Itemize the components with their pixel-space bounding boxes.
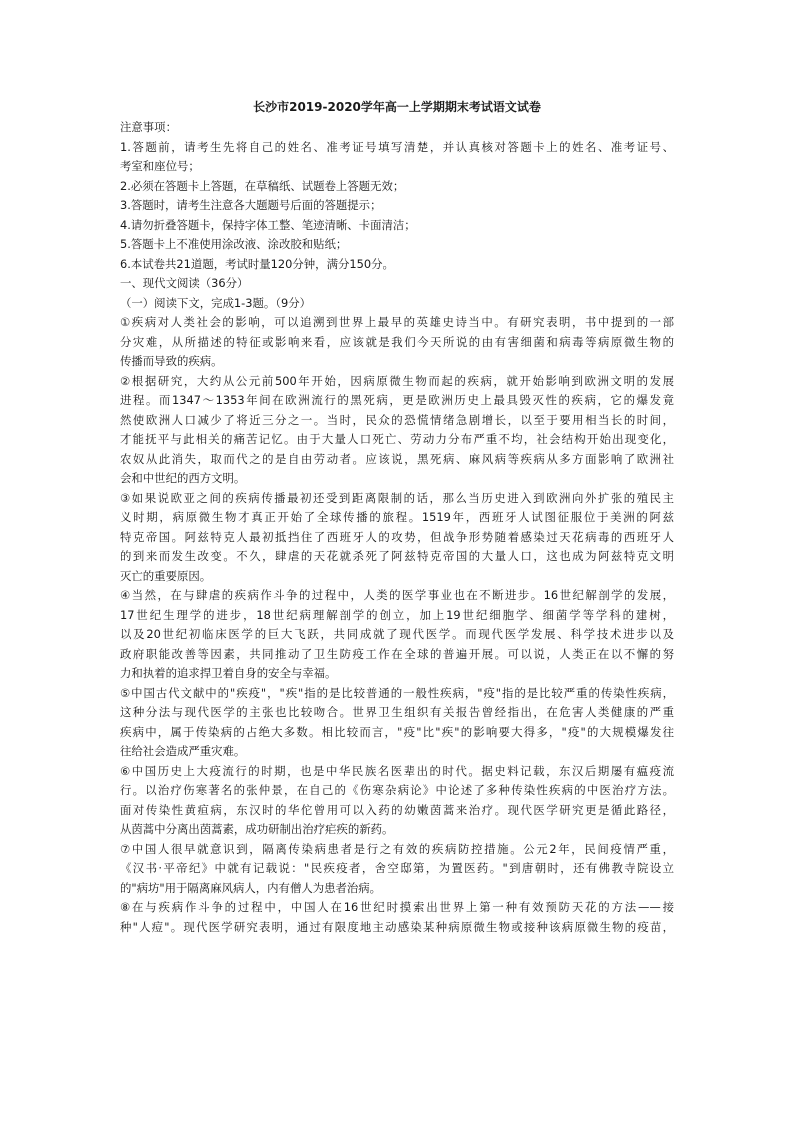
text-line: 5.答题卡上不准使用涂改液、涂改胶和贴纸； bbox=[120, 237, 348, 251]
text-line: 《汉书·平帝纪》中就有记载说："民疾疫者，舍空邸第，为置医药。"到唐朝时，还有佛教寺院设立 bbox=[120, 861, 674, 875]
text-line: 会和中世纪的西方文明。 bbox=[120, 471, 246, 485]
text-line: 灭亡的重要原因。 bbox=[120, 568, 212, 583]
text-line: 然使欧洲人口减少了将近三分之一。当时，民众的恐慌情绪急剧增长，以至于要用相当长的时间， bbox=[120, 412, 674, 427]
text-line: 义时期，病原微生物才真正开始了全球传播的旅程。1519年，西班牙人试图征服位于美洲的阿兹 bbox=[120, 510, 674, 524]
text-line: 1.答题前，请考生先将自己的姓名、准考证号填写清楚，并认真核对答题卡上的姓名、准考证号、 bbox=[120, 139, 674, 154]
document-body bbox=[120, 118, 674, 937]
text-line: 4.请勿折叠答题卡，保持字体工整、笔迹清晰、卡面清洁； bbox=[120, 217, 416, 232]
text-line: ⑦中国人很早就意识到，隔离传染病患者是行之有效的疾病防控措施。公元2年，民间疫情严重， bbox=[120, 841, 674, 856]
text-line: 一、现代文阅读（36分） bbox=[120, 276, 249, 290]
document-title: 长沙市2019-2020学年高一上学期期末考试语文试卷 bbox=[253, 100, 541, 114]
text-line: 种"人痘"。现代医学研究表明，通过有限度地主动感染某种病原微生物或接种该病原微生物的疫苗， bbox=[120, 919, 674, 934]
text-line: 17世纪生理学的进步，18世纪病理解剖学的创立，加上19世纪细胞学、细菌学等学科的建树， bbox=[120, 607, 674, 622]
text-line: 6.本试卷共21道题，考试时量120分钟，满分150分。 bbox=[120, 256, 394, 271]
text-line: 特克帝国。阿兹特克人最初抵挡住了西班牙人的攻势，但战争形势随着感染过天花病毒的西班牙人 bbox=[120, 529, 674, 544]
text-line: ⑤中国古代文献中的"疾疫"，"疾"指的是比较普通的一般性疾病，"疫"指的是比较严重的传染性疾病， bbox=[120, 685, 674, 700]
text-line: 考室和座位号； bbox=[120, 159, 200, 173]
text-line: 农奴从此消失，取而代之的是自由劳动者。应该说，黑死病、麻风病等疾病从多方面影响了欧洲社 bbox=[120, 451, 674, 466]
text-line: 3.答题时，请考生注意各大题题号后面的答题提示； bbox=[120, 198, 382, 212]
text-line: ④当然，在与肆虐的疾病作斗争的过程中，人类的医学事业也在不断进步。16世纪解剖学的发展， bbox=[120, 588, 674, 602]
text-line: 疾病中，属于传染病的占绝大多数。相比较而言，"疫"比"疾"的影响要大得多，"疫"的大规模爆发往 bbox=[120, 724, 674, 739]
text-line: 2.必须在答题卡上答题，在草稿纸、试题卷上答题无效； bbox=[120, 178, 405, 193]
text-line: ⑥中国历史上大疫流行的时期，也是中华民族名医辈出的时代。据史料记载，东汉后期屡有瘟疫流 bbox=[120, 763, 674, 778]
text-line: 以及20世纪初临床医学的巨大飞跃，共同成就了现代医学。而现代医学发展、科学技术进步以及 bbox=[120, 627, 674, 641]
text-line: 才能抚平与此相关的痛苦记忆。由于大量人口死亡、劳动力分布严重不均，社会结构开始出现变化， bbox=[120, 432, 674, 446]
text-line: 分灾难，从所描述的特征或影响来看，应该就是我们今天所说的由有害细菌和病毒等病原微生物的 bbox=[120, 334, 674, 349]
text-line: ①疾病对人类社会的影响，可以追溯到世界上最早的英雄史诗当中。有研究表明，书中提到的一部 bbox=[120, 315, 674, 329]
text-line: 面对传染性黄疸病，东汉时的华佗曾用可以入药的幼嫩茵蒿来治疗。现代医学研究更是循此路径， bbox=[120, 802, 674, 817]
text-line: 这种分法与现代医学的主张也比较吻合。世界卫生组织有关报告曾经指出，在危害人类健康的严重 bbox=[120, 705, 674, 719]
text-line: 力和执着的追求捍卫着自身的安全与幸福。 bbox=[120, 666, 337, 680]
text-line: 政府职能改善等因素，共同推动了卫生防疫工作在全球的普遍开展。可以说，人类正在以不懈的努 bbox=[120, 646, 674, 661]
text-line: ③如果说欧亚之间的疾病传播最初还受到距离限制的话，那么当历史进入到欧洲向外扩张的殖民主 bbox=[120, 490, 674, 505]
text-line: 传播而导致的疾病。 bbox=[120, 354, 223, 368]
text-line: 行。以治疗伤寒著名的张仲景，在自己的《伤寒杂病论》中论述了多种传染性疾病的中医治疗方法。 bbox=[120, 783, 674, 797]
text-line: 往给社会造成严重灾难。 bbox=[120, 744, 246, 758]
text-line: ②根据研究，大约从公元前500年开始，因病原微生物而起的疾病，就开始影响到欧洲文明的发展 bbox=[120, 373, 674, 388]
text-line: （一）阅读下文，完成1-3题。（9分） bbox=[120, 295, 312, 310]
text-line: ⑧在与疾病作斗争的过程中，中国人在16世纪时摸索出世界上第一种有效预防天花的方法——接 bbox=[120, 900, 674, 914]
text-line: 注意事项： bbox=[120, 120, 177, 134]
text-line: 的"病坊"用于隔离麻风病人，内有僧人为患者治病。 bbox=[120, 880, 382, 895]
text-line: 进程。而1347～1353年间在欧洲流行的黑死病，更是欧洲历史上最具毁灭性的疾病，它的爆发竟 bbox=[120, 393, 674, 407]
text-line: 从茵蒿中分离出茵蒿素，成功研制出治疗疟疾的新药。 bbox=[120, 822, 394, 836]
text-line: 的到来而发生改变。不久，肆虐的天花就杀死了阿兹特克帝国的大量人口，这也成为阿兹特克文明 bbox=[120, 549, 674, 563]
